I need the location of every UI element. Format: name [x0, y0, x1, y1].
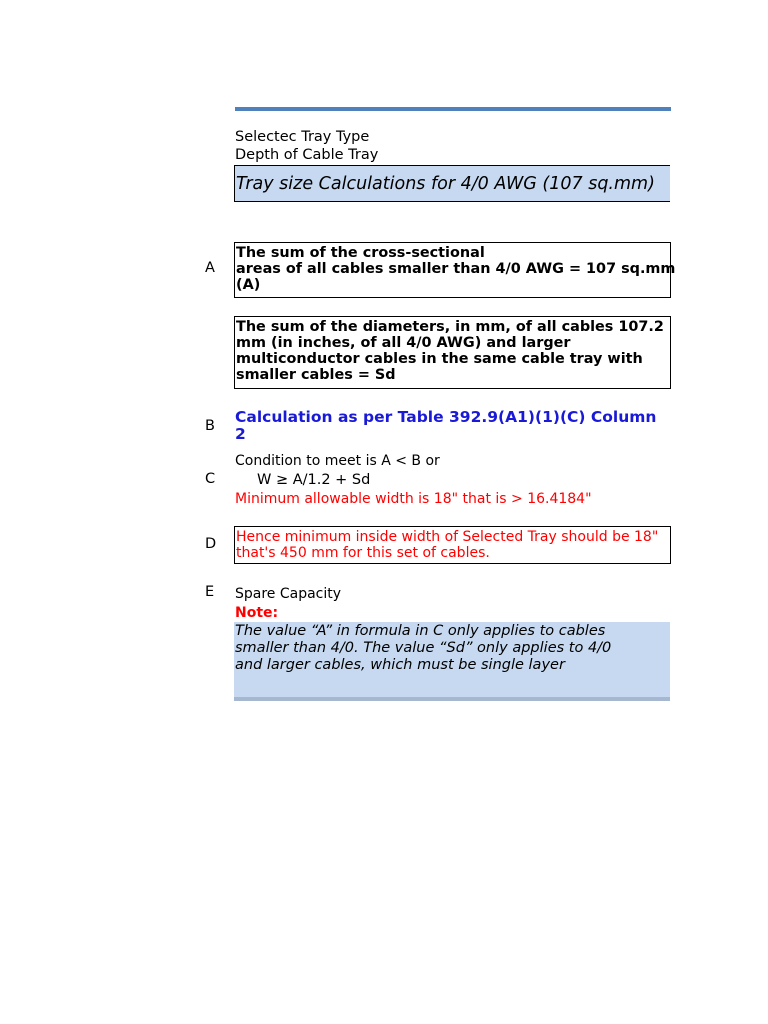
spare-capacity-label: Spare Capacity	[235, 586, 342, 602]
minimum-inside-width-line-1: Hence minimum inside width of Selected Tray should be 18"	[236, 529, 659, 545]
diameter-line-1: The sum of the diameters, in mm, of all cables 107.2	[236, 319, 664, 335]
cross-section-line-2: areas of all cables smaller than 4/0 AWG = 107 sq.mm	[236, 261, 676, 277]
depth-of-cable-tray-label: Depth of Cable Tray	[235, 147, 379, 163]
selected-tray-type-label: Selectec Tray Type	[235, 129, 370, 145]
page-title: Tray size Calculations for 4/0 AWG (107 sq.mm)	[236, 174, 655, 194]
top-rule	[235, 107, 671, 111]
note-line-1: The value “A” in formula in C only applies to cables	[235, 623, 606, 639]
note-label: Note:	[235, 605, 279, 621]
calculation-table-reference: Calculation as per Table 392.9(A1)(1)(C) Column 2	[235, 408, 657, 443]
cross-section-sum-box	[234, 242, 676, 298]
row-letter-a: A	[205, 260, 215, 276]
minimum-inside-width-line-2: that's 450 mm for this set of cables.	[236, 545, 490, 561]
diameter-sum-box	[234, 316, 671, 389]
width-formula: W ≥ A/1.2 + Sd	[257, 472, 371, 488]
minimum-width-text: Minimum allowable width is 18" that is > 16.4184"	[235, 491, 592, 507]
bottom-rule	[234, 697, 670, 701]
row-letter-b: B	[205, 418, 215, 434]
title-box	[234, 165, 670, 202]
row-letter-e: E	[205, 584, 215, 600]
note-line-3: and larger cables, which must be single layer	[235, 657, 565, 673]
note-box	[234, 622, 670, 697]
diameter-line-3: multiconductor cables in the same cable tray with	[236, 351, 643, 367]
diameter-line-4: smaller cables = Sd	[236, 367, 396, 383]
note-line-2: smaller than 4/0. The value “Sd” only applies to 4/0	[235, 640, 612, 656]
condition-text: Condition to meet is A < B or	[235, 453, 440, 469]
minimum-inside-width-box	[234, 526, 671, 564]
row-letter-d: D	[205, 536, 217, 552]
row-letter-c: C	[205, 471, 216, 487]
cross-section-line-1: The sum of the cross-sectional	[236, 245, 485, 261]
diameter-line-2: mm (in inches, of all 4/0 AWG) and larger	[236, 335, 571, 351]
cross-section-line-3: (A)	[236, 277, 261, 293]
